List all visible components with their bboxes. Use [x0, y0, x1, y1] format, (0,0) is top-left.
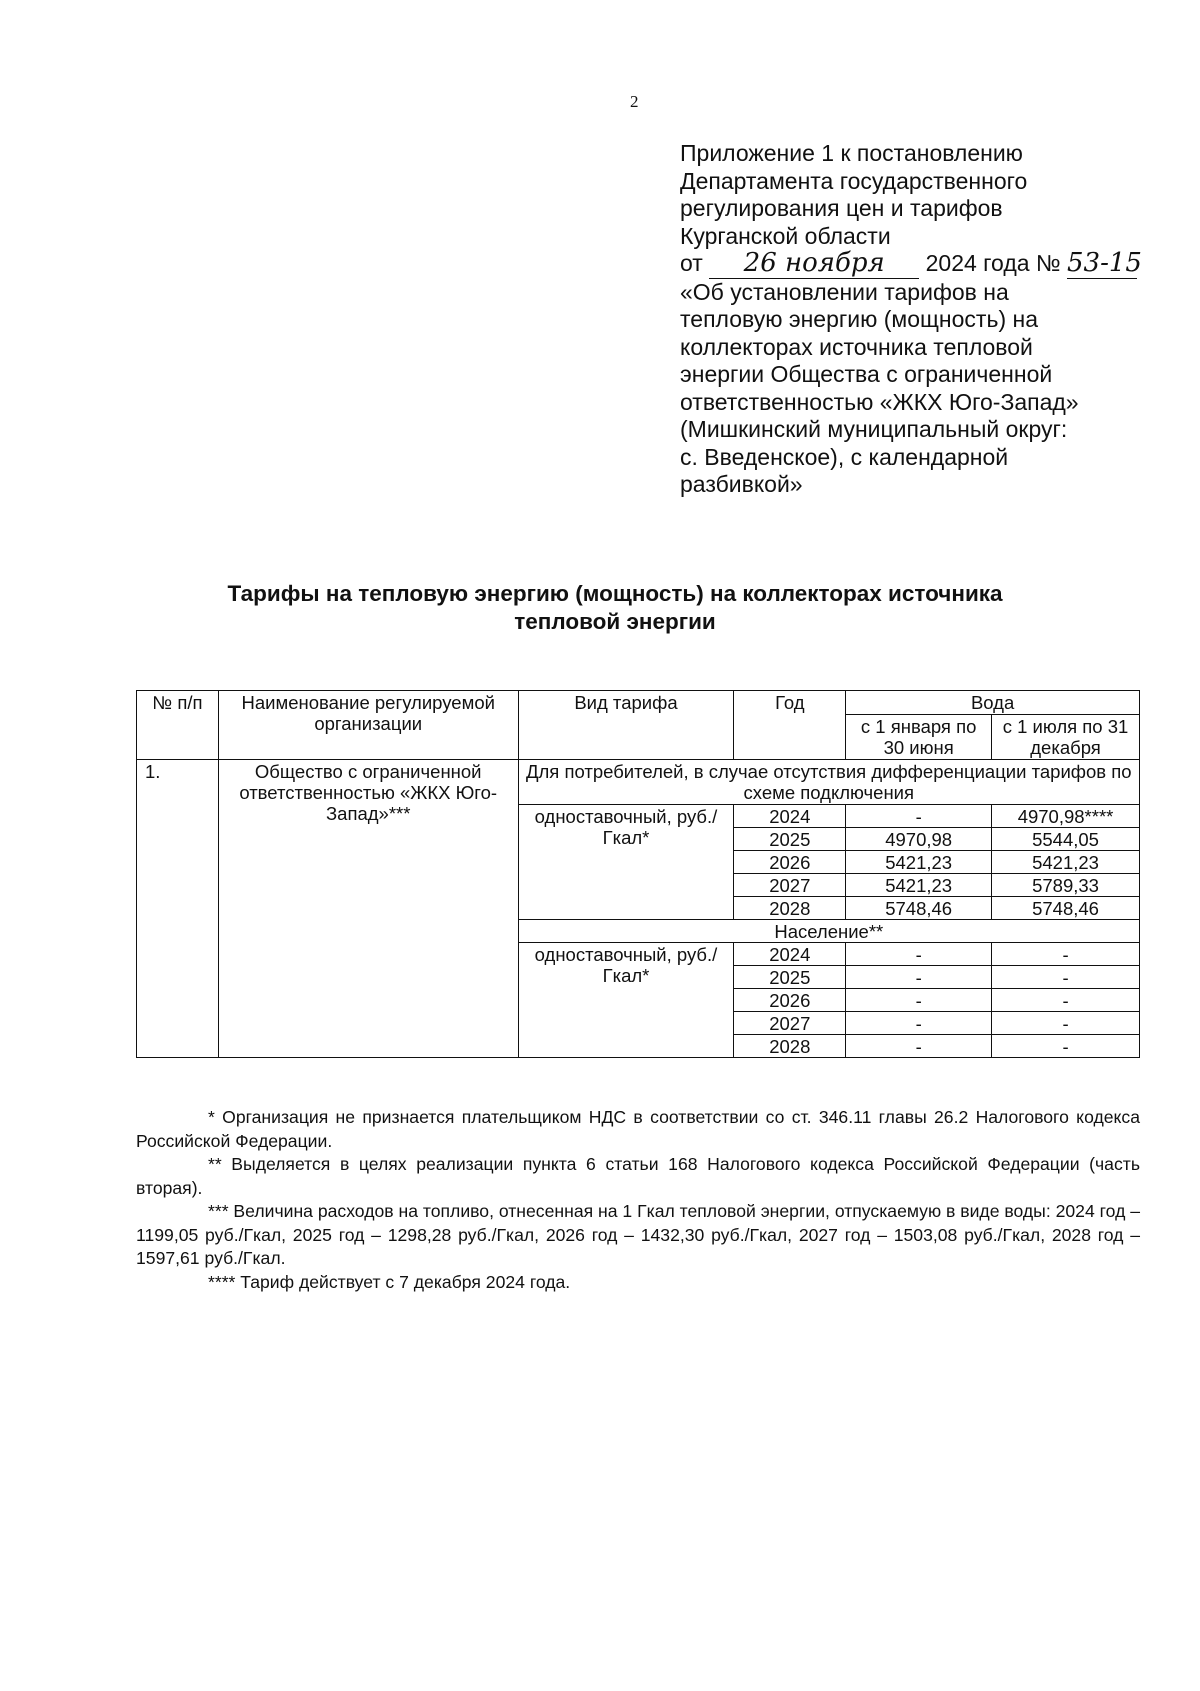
appendix-subject-line: тепловую энергию (мощность) на	[680, 306, 1038, 332]
header-num: № п/п	[137, 691, 219, 760]
appendix-line: Курганской области	[680, 222, 891, 249]
appendix-subject-line: (Мишкинский муниципальный округ:	[680, 416, 1068, 442]
value-half1: -	[846, 805, 992, 828]
year-cell: 2028	[734, 897, 846, 920]
value-half2: 5421,23	[992, 851, 1140, 874]
appendix-line: Департамента государственного	[680, 167, 1028, 194]
value-half1: -	[846, 1035, 992, 1058]
year-cell: 2024	[734, 943, 846, 966]
value-half1: -	[846, 943, 992, 966]
tariff-table	[136, 690, 1140, 1058]
header-period-2: с 1 июля по 31 декабря	[992, 715, 1140, 760]
tariff-type-label: одноставочный, руб./Гкал*	[518, 805, 734, 920]
tariff-type-label: одноставочный, руб./Гкал*	[518, 943, 734, 1058]
value-half2: -	[992, 966, 1140, 989]
appendix-line: Приложение 1 к постановлению	[680, 140, 1023, 166]
value-half2: 4970,98****	[992, 805, 1140, 828]
organization-name: Общество с ограниченной ответственностью «ЖКХ Юго-Запад»***	[218, 760, 518, 1058]
value-half1: -	[846, 1012, 992, 1035]
appendix-header	[680, 140, 1160, 499]
document-title	[120, 580, 1110, 636]
header-period-1: с 1 января по 30 июня	[846, 715, 992, 760]
value-half1: 5421,23	[846, 874, 992, 897]
appendix-date-line	[680, 250, 1160, 279]
appendix-subject-line: «Об установлении тарифов на	[680, 278, 1009, 305]
footnote: *** Величина расходов на топливо, отнесенная на 1 Гкал тепловой энергии, отпускаемую в виде воды: 2024 год – 1199,05 руб./Гкал, 2025 год – 1298,28 руб./Гкал, 2026 год – 1432,30 руб./Гкал, 2027 год – 1503,08 руб./Гкал, 2028 год – 1597,61 руб./Гкал.	[136, 1201, 1141, 1268]
page-number: 2	[630, 92, 639, 111]
section-row	[137, 760, 1140, 805]
header-org: Наименование регулируемой организации	[218, 691, 518, 760]
handwritten-date: 26 ноября	[709, 250, 919, 279]
header-tariff-type: Вид тарифа	[518, 691, 734, 760]
value-half2: 5789,33	[992, 874, 1140, 897]
value-half2: 5544,05	[992, 828, 1140, 851]
value-half1: 4970,98	[846, 828, 992, 851]
value-half1: -	[846, 989, 992, 1012]
appendix-subject-line: коллекторах источника тепловой	[680, 333, 1033, 360]
row-number: 1.	[137, 760, 219, 1058]
value-half1: 5748,46	[846, 897, 992, 920]
footnote: ** Выделяется в целях реализации пункта 6 статьи 168 Налогового кодекса Российской Федерации (часть вторая).	[136, 1154, 1140, 1198]
population-heading: Население**	[518, 920, 1139, 943]
value-half1: 5421,23	[846, 851, 992, 874]
header-water: Вода	[846, 691, 1140, 715]
year-text: 2024 года №	[925, 250, 1061, 276]
year-cell: 2027	[734, 1012, 846, 1035]
date-prefix: от	[680, 250, 703, 276]
handwritten-number: 53-15	[1067, 248, 1142, 278]
year-cell: 2025	[734, 828, 846, 851]
appendix-subject-line: энергии Общества с ограниченной	[680, 361, 1053, 387]
consumers-heading: Для потребителей, в случае отсутствия дифференциации тарифов по схеме подключения	[518, 760, 1139, 805]
appendix-line: регулирования цен и тарифов	[680, 195, 1003, 221]
footnote: **** Тариф действует с 7 декабря 2024 года.	[208, 1271, 571, 1292]
value-half2: -	[992, 1035, 1140, 1058]
appendix-subject-line: разбивкой»	[680, 471, 803, 497]
value-half2: -	[992, 989, 1140, 1012]
year-cell: 2026	[734, 851, 846, 874]
year-cell: 2025	[734, 966, 846, 989]
value-half1: -	[846, 966, 992, 989]
footnotes	[136, 1106, 1140, 1294]
value-half2: 5748,46	[992, 897, 1140, 920]
header-year: Год	[734, 691, 846, 760]
year-cell: 2027	[734, 874, 846, 897]
title-line: тепловой энергии	[514, 609, 716, 634]
header-row	[137, 691, 1140, 715]
appendix-subject-line: с. Введенское), с календарной	[680, 443, 1009, 470]
year-cell: 2028	[734, 1035, 846, 1058]
footnote: * Организация не признается плательщиком НДС в соответствии со ст. 346.11 главы 26.2 Налогового кодекса Российской Федерации.	[136, 1107, 1140, 1151]
title-line: Тарифы на тепловую энергию (мощность) на коллекторах источника	[227, 581, 1003, 606]
value-half2: -	[992, 943, 1140, 966]
value-half2: -	[992, 1012, 1140, 1035]
year-cell: 2024	[734, 805, 846, 828]
year-cell: 2026	[734, 989, 846, 1012]
appendix-subject-line: ответственностью «ЖКХ Юго-Запад»	[680, 388, 1079, 415]
